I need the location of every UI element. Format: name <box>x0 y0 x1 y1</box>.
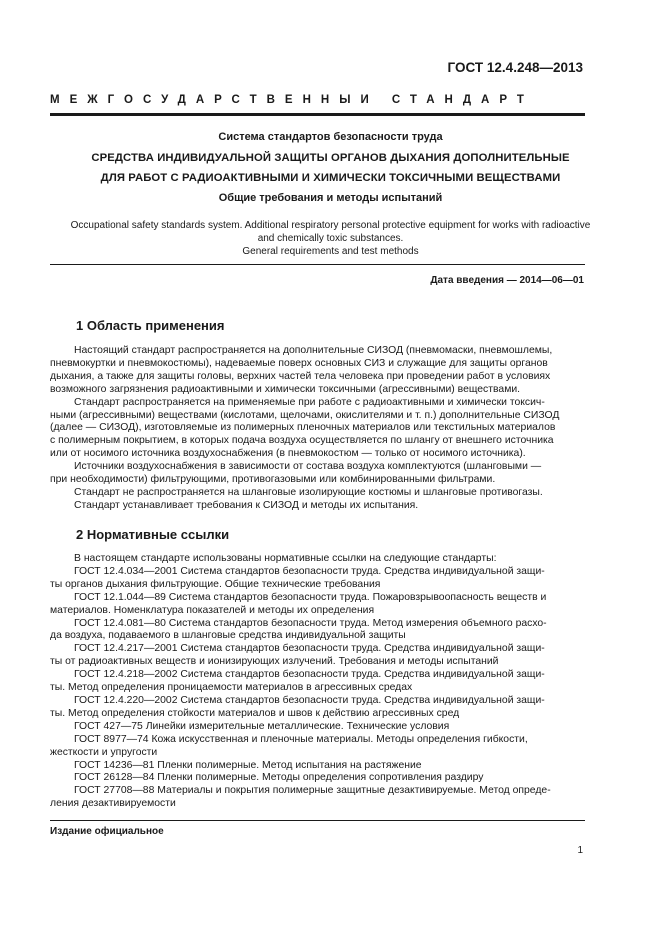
section-1-body <box>50 345 585 513</box>
text-line: Настоящий стандарт распространяется на дополнительные СИЗОД (пневмомаски, пневмошлемы, <box>74 345 553 356</box>
english-title-line: and chemically toxic substances. <box>257 233 404 244</box>
page-number: 1 <box>577 845 583 856</box>
text-line: ты. Метод определения стойкости материалов и швов к действию агрессивных сред <box>50 707 460 719</box>
text-line: да воздуха, подаваемого в шланговые средства индивидуальной защиты <box>50 630 406 642</box>
text-line: Источники воздухоснабжения в зависимости от состава воздуха комплектуются (шланговыми — <box>74 461 542 473</box>
top-rule <box>50 113 585 116</box>
section-1-heading: 1 Область применения <box>76 318 225 333</box>
text-line: ными (агрессивными) веществами (кислотами, щелочами, окислителями и т. п.) дополнительные СИЗОД <box>50 409 560 421</box>
subtitle: Общие требования и методы испытаний <box>218 192 443 204</box>
text-line: материалов. Номенклатура показателей и методы их определения <box>50 604 375 616</box>
text-line: ГОСТ 12.1.044—89 Система стандартов безопасности труда. Пожаровзрывоопасность веществ и <box>74 591 547 603</box>
text-line: жесткости и упругости <box>50 746 158 758</box>
text-line: ГОСТ 12.4.081—80 Система стандартов безопасности труда. Метод измерения объемного расхо- <box>74 617 547 629</box>
text-line: или от носимого источника воздухоснабжения (в пневмокостюм — только от носимого источника). <box>50 448 526 460</box>
text-line: ГОСТ 12.4.217—2001 Система стандартов безопасности труда. Средства индивидуальной защи- <box>74 643 545 655</box>
text-line: (далее — СИЗОД), изготовляемые из полимерных пленочных материалов или текстильных материалов <box>50 422 556 434</box>
text-line: ты. Метод определения проницаемости материалов в агрессивных средах <box>50 682 413 694</box>
middle-rule <box>50 264 585 265</box>
text-line: ГОСТ 427—75 Линейки измерительные металлические. Технические условия <box>74 720 450 732</box>
text-line: возможного загрязнения радиоактивными и химически токсичными (агрессивными) веществами. <box>50 383 521 395</box>
introduction-date: Дата введения — 2014—06—01 <box>430 275 584 286</box>
main-title-line-2: ДЛЯ РАБОТ С РАДИОАКТИВНЫМИ И ХИМИЧЕСКИ ТОКСИЧНЫМИ ВЕЩЕСТВАМИ <box>100 172 561 184</box>
text-line: ГОСТ 12.4.218—2002 Система стандартов безопасности труда. Средства индивидуальной защи- <box>74 669 545 681</box>
text-line: ГОСТ 8977—74 Кожа искусственная и пленочные материалы. Методы определения гибкости, <box>74 733 528 745</box>
text-line: ГОСТ 26128—84 Пленки полимерные. Методы определения сопротивления раздиру <box>74 772 484 784</box>
main-title-line-1: СРЕДСТВА ИНДИВИДУАЛЬНОЙ ЗАЩИТЫ ОРГАНОВ ДЫХАНИЯ ДОПОЛНИТЕЛЬНЫЕ <box>91 152 570 164</box>
edition-label: Издание официальное <box>50 826 164 837</box>
section-2-body <box>50 553 585 811</box>
text-line: ГОСТ 12.4.220—2002 Система стандартов безопасности труда. Средства индивидуальной защи- <box>74 694 545 706</box>
text-line: Стандарт устанавливает требования к СИЗОД и методы их испытания. <box>74 499 419 511</box>
text-line: ГОСТ 14236—81 Пленки полимерные. Метод испытания на растяжение <box>74 759 422 771</box>
text-line: ГОСТ 27708—88 Материалы и покрытия полимерные защитные дезактивируемые. Метод опреде- <box>74 785 551 797</box>
text-line: пневмокуртки и пневмокостюмы), надеваемые поверх основных СИЗ и служащие для защиты органов <box>50 357 548 369</box>
footer-rule <box>50 820 585 821</box>
text-line: ления дезактивируемости <box>50 798 176 810</box>
text-line: В настоящем стандарте использованы нормативные ссылки на следующие стандарты: <box>74 553 497 564</box>
text-line: с полимерным покрытием, в которых подача воздуха осуществляется по шлангу от внешнего источника <box>50 435 554 447</box>
text-line: ГОСТ 12.4.034—2001 Система стандартов безопасности труда. Средства индивидуальной защи- <box>74 565 545 577</box>
english-title-line: General requirements and test methods <box>242 246 419 257</box>
text-line: Стандарт не распространяется на шланговые изолирующие костюмы и шланговые противогазы. <box>74 486 543 498</box>
text-line: дыхания, а также для защиты головы, верхних частей тела человека при проведении работ в условиях <box>50 370 551 382</box>
gost-code: ГОСТ 12.4.248—2013 <box>447 60 583 75</box>
interstate-standard-label: МЕЖГОСУДАРСТВЕННЫЙ СТАНДАРТ <box>50 94 534 106</box>
section-2-heading: 2 Нормативные ссылки <box>76 527 230 542</box>
english-title-line: Occupational safety standards system. Additional respiratory personal protective equipment for works with radioactive <box>70 220 591 231</box>
text-line: ты от радиоактивных веществ и ионизирующих излучений. Требования и методы испытаний <box>50 656 499 668</box>
english-title <box>40 219 621 258</box>
text-line: Стандарт распространяется на применяемые при работе с радиоактивными и химически токсич- <box>74 396 545 408</box>
text-line: ты органов дыхания фильтрующие. Общие технические требования <box>50 578 381 590</box>
text-line: при необходимости) фильтрующими, противогазовыми или комбинированными фильтрами. <box>50 474 496 486</box>
system-title: Система стандартов безопасности труда <box>218 131 443 143</box>
